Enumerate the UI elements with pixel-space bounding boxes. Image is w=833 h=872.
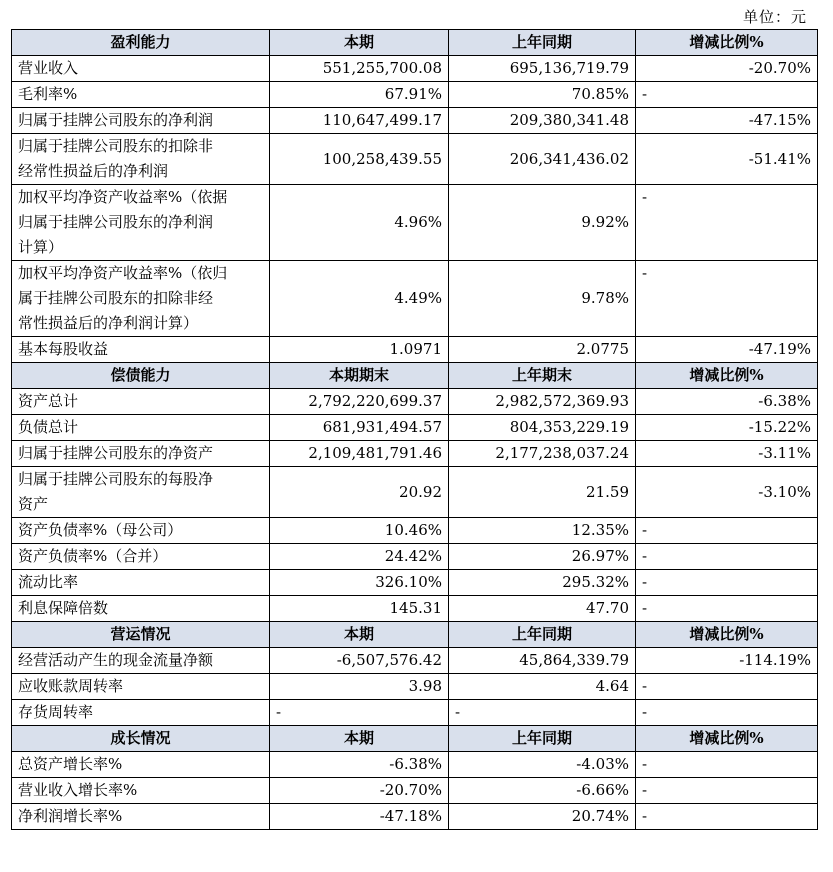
change-value: -20.70% xyxy=(636,56,818,82)
row-label xyxy=(12,261,270,337)
section-header-growth xyxy=(12,726,818,752)
previous-value: 804,353,229.19 xyxy=(449,415,636,441)
row-label-line: 加权平均净资产收益率%（依归 xyxy=(18,264,228,282)
previous-value: 2,982,572,369.93 xyxy=(449,389,636,415)
row-label: 负债总计 xyxy=(12,415,270,441)
table-row xyxy=(12,389,818,415)
change-value: -51.41% xyxy=(636,134,818,185)
row-label: 营业收入 xyxy=(12,56,270,82)
previous-value: 12.35% xyxy=(449,518,636,544)
change-value: -3.10% xyxy=(636,467,818,518)
section-header-operation xyxy=(12,622,818,648)
section-header-profit xyxy=(12,30,818,56)
header-cell: 增减比例% xyxy=(636,622,818,648)
table-row xyxy=(12,56,818,82)
current-value: 681,931,494.57 xyxy=(270,415,449,441)
current-value: -6.38% xyxy=(270,752,449,778)
table-row xyxy=(12,700,818,726)
change-value: - xyxy=(636,518,818,544)
header-cell: 盈利能力 xyxy=(12,30,270,56)
current-value: 145.31 xyxy=(270,596,449,622)
table-row xyxy=(12,134,818,185)
row-label: 经营活动产生的现金流量净额 xyxy=(12,648,270,674)
row-label: 资产负债率%（合并） xyxy=(12,544,270,570)
previous-value: 70.85% xyxy=(449,82,636,108)
previous-value: 2,177,238,037.24 xyxy=(449,441,636,467)
row-label-line: 计算） xyxy=(18,238,64,256)
previous-value: 4.64 xyxy=(449,674,636,700)
table-row xyxy=(12,185,818,261)
table-row xyxy=(12,596,818,622)
current-value: -20.70% xyxy=(270,778,449,804)
change-value: - xyxy=(636,544,818,570)
change-value: - xyxy=(636,185,818,261)
previous-value: - xyxy=(449,700,636,726)
table-row xyxy=(12,778,818,804)
header-cell: 上年同期 xyxy=(449,622,636,648)
current-value: 100,258,439.55 xyxy=(270,134,449,185)
header-cell: 本期 xyxy=(270,30,449,56)
header-cell: 营运情况 xyxy=(12,622,270,648)
table-row xyxy=(12,752,818,778)
table-row xyxy=(12,261,818,337)
previous-value: 206,341,436.02 xyxy=(449,134,636,185)
table-row xyxy=(12,415,818,441)
change-value: - xyxy=(636,752,818,778)
row-label: 归属于挂牌公司股东的净利润 xyxy=(12,108,270,134)
row-label: 资产负债率%（母公司） xyxy=(12,518,270,544)
table-row xyxy=(12,674,818,700)
table-row xyxy=(12,804,818,830)
row-label-line: 归属于挂牌公司股东的每股净 xyxy=(18,470,214,488)
header-cell: 本期期末 xyxy=(270,363,449,389)
change-value: - xyxy=(636,778,818,804)
previous-value: 21.59 xyxy=(449,467,636,518)
table-row xyxy=(12,441,818,467)
current-value: 2,109,481,791.46 xyxy=(270,441,449,467)
change-value: - xyxy=(636,570,818,596)
previous-value: -6.66% xyxy=(449,778,636,804)
row-label: 归属于挂牌公司股东的净资产 xyxy=(12,441,270,467)
current-value: - xyxy=(270,700,449,726)
financial-indicators-table xyxy=(11,29,818,830)
current-value: 10.46% xyxy=(270,518,449,544)
table-row xyxy=(12,467,818,518)
current-value: 24.42% xyxy=(270,544,449,570)
current-value: 4.96% xyxy=(270,185,449,261)
row-label: 基本每股收益 xyxy=(12,337,270,363)
current-value: 20.92 xyxy=(270,467,449,518)
previous-value: 45,864,339.79 xyxy=(449,648,636,674)
previous-value: 9.92% xyxy=(449,185,636,261)
header-cell: 上年同期 xyxy=(449,726,636,752)
row-label-line: 资产 xyxy=(18,495,49,513)
row-label xyxy=(12,134,270,185)
previous-value: -4.03% xyxy=(449,752,636,778)
previous-value: 9.78% xyxy=(449,261,636,337)
row-label: 营业收入增长率% xyxy=(12,778,270,804)
change-value: -47.19% xyxy=(636,337,818,363)
row-label-line: 常性损益后的净利润计算） xyxy=(18,314,199,332)
row-label xyxy=(12,467,270,518)
table-row xyxy=(12,648,818,674)
header-cell: 本期 xyxy=(270,726,449,752)
row-label: 毛利率% xyxy=(12,82,270,108)
change-value: -6.38% xyxy=(636,389,818,415)
previous-value: 47.70 xyxy=(449,596,636,622)
header-cell: 成长情况 xyxy=(12,726,270,752)
change-value: -3.11% xyxy=(636,441,818,467)
previous-value: 209,380,341.48 xyxy=(449,108,636,134)
current-value: -47.18% xyxy=(270,804,449,830)
header-cell: 上年期末 xyxy=(449,363,636,389)
current-value: 110,647,499.17 xyxy=(270,108,449,134)
change-value: - xyxy=(636,674,818,700)
header-cell: 增减比例% xyxy=(636,30,818,56)
current-value: 551,255,700.08 xyxy=(270,56,449,82)
previous-value: 20.74% xyxy=(449,804,636,830)
row-label: 流动比率 xyxy=(12,570,270,596)
change-value: - xyxy=(636,596,818,622)
current-value: 1.0971 xyxy=(270,337,449,363)
previous-value: 2.0775 xyxy=(449,337,636,363)
table-row xyxy=(12,544,818,570)
current-value: 2,792,220,699.37 xyxy=(270,389,449,415)
previous-value: 695,136,719.79 xyxy=(449,56,636,82)
unit-label: 单位：元 xyxy=(742,8,807,26)
change-value: - xyxy=(636,261,818,337)
section-header-solvency xyxy=(12,363,818,389)
current-value: 67.91% xyxy=(270,82,449,108)
change-value: - xyxy=(636,700,818,726)
previous-value: 295.32% xyxy=(449,570,636,596)
header-cell: 增减比例% xyxy=(636,363,818,389)
row-label: 利息保障倍数 xyxy=(12,596,270,622)
change-value: - xyxy=(636,804,818,830)
row-label-line: 归属于挂牌公司股东的净利润 xyxy=(18,213,214,231)
row-label xyxy=(12,185,270,261)
row-label-line: 经常性损益后的净利润 xyxy=(18,162,169,180)
row-label: 总资产增长率% xyxy=(12,752,270,778)
row-label: 资产总计 xyxy=(12,389,270,415)
row-label: 净利润增长率% xyxy=(12,804,270,830)
current-value: 4.49% xyxy=(270,261,449,337)
header-cell: 偿债能力 xyxy=(12,363,270,389)
previous-value: 26.97% xyxy=(449,544,636,570)
change-value: -47.15% xyxy=(636,108,818,134)
current-value: 326.10% xyxy=(270,570,449,596)
row-label: 存货周转率 xyxy=(12,700,270,726)
header-cell: 上年同期 xyxy=(449,30,636,56)
table-row xyxy=(12,82,818,108)
header-cell: 本期 xyxy=(270,622,449,648)
row-label: 应收账款周转率 xyxy=(12,674,270,700)
row-label-line: 加权平均净资产收益率%（依据 xyxy=(18,188,228,206)
row-label-line: 归属于挂牌公司股东的扣除非 xyxy=(18,137,214,155)
table-row xyxy=(12,337,818,363)
header-cell: 增减比例% xyxy=(636,726,818,752)
change-value: -15.22% xyxy=(636,415,818,441)
current-value: 3.98 xyxy=(270,674,449,700)
table-row xyxy=(12,570,818,596)
current-value: -6,507,576.42 xyxy=(270,648,449,674)
table-row xyxy=(12,108,818,134)
table-row xyxy=(12,518,818,544)
change-value: - xyxy=(636,82,818,108)
change-value: -114.19% xyxy=(636,648,818,674)
row-label-line: 属于挂牌公司股东的扣除非经 xyxy=(18,289,214,307)
